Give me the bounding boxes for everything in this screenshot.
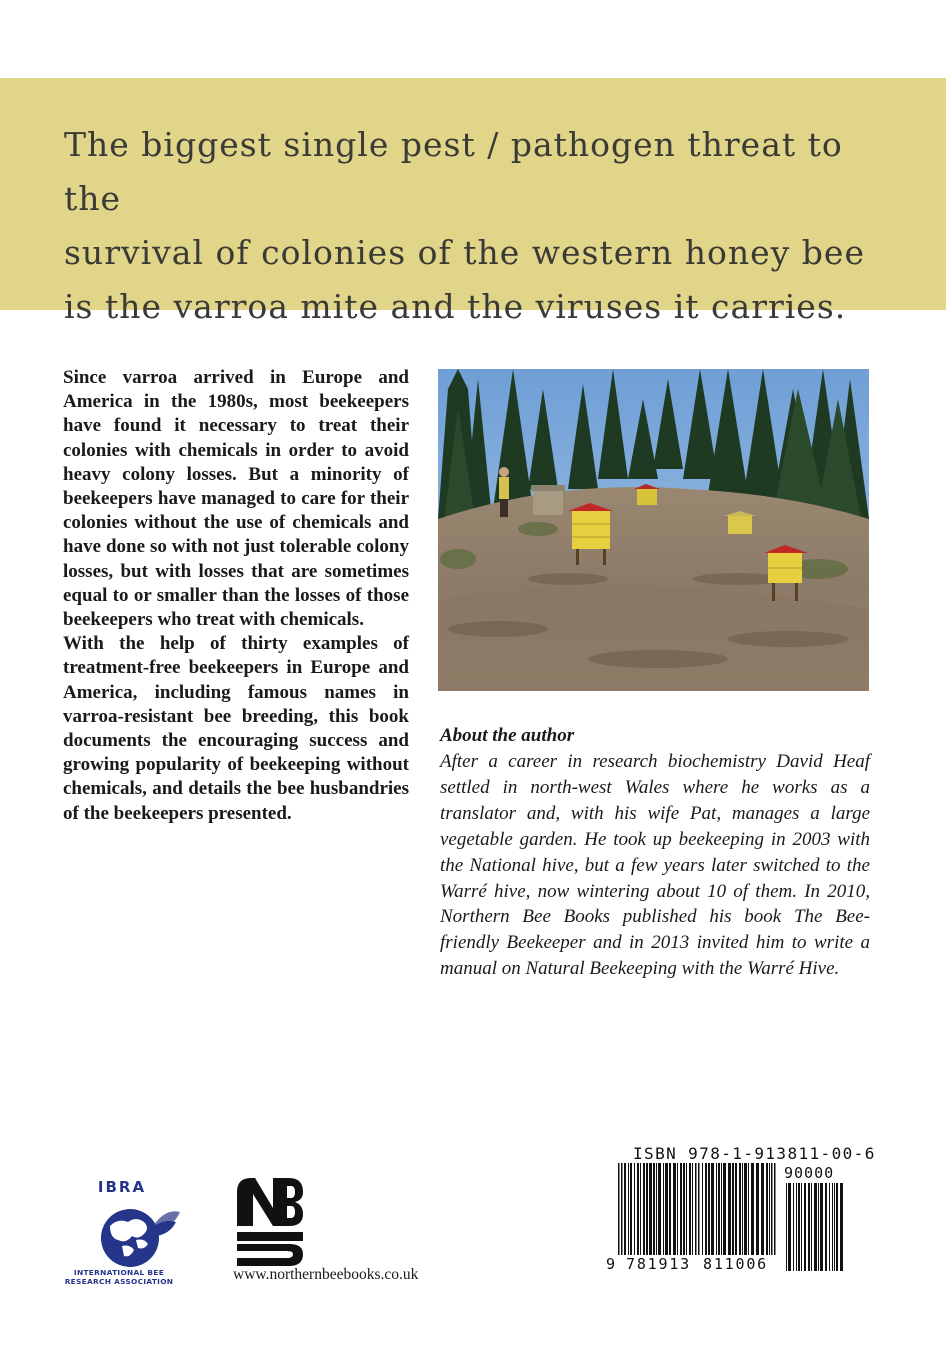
barcode-bar bbox=[640, 1163, 641, 1255]
barcode-bar bbox=[798, 1183, 800, 1271]
barcode-first-digit: 9 bbox=[606, 1255, 616, 1271]
barcode-bar bbox=[721, 1163, 722, 1255]
barcode-bar bbox=[705, 1163, 707, 1255]
barcode-bar bbox=[665, 1163, 668, 1255]
barcode-bar bbox=[748, 1163, 749, 1255]
barcode-bar bbox=[751, 1163, 754, 1255]
barcode-bar bbox=[628, 1163, 629, 1255]
barcode-bar bbox=[829, 1183, 830, 1271]
description-paragraph-1: Since varroa arrived in Europe and America in the 1980s, most beekeepers have found it necessary to treat their colonies with chemicals in order to avoid heavy colony losses. But a minority of beekeepers have managed to care for their colonies without the use of chemicals and have done so with not just tolerable colony losses, but with losses that are sometimes equal to or smaller than the losses of those beekeepers who treat with chemicals. bbox=[63, 367, 409, 631]
isbn-number: ISBN 978-1-913811-00-6 bbox=[633, 1144, 876, 1163]
northern-bee-books-logo-icon bbox=[233, 1174, 305, 1268]
barcode-bar bbox=[669, 1163, 671, 1255]
barcode-bar bbox=[786, 1183, 787, 1271]
barcode-bar bbox=[630, 1163, 632, 1255]
barcode-bar bbox=[739, 1163, 741, 1255]
barcode-bar bbox=[836, 1183, 838, 1271]
barcode-bar bbox=[834, 1183, 835, 1271]
barcode-bar bbox=[801, 1183, 802, 1271]
barcode-bar bbox=[742, 1163, 743, 1255]
barcode-bar bbox=[689, 1163, 691, 1255]
barcode-price-code: 90000 bbox=[784, 1164, 835, 1182]
barcode-bar bbox=[761, 1163, 764, 1255]
barcode-bar bbox=[656, 1163, 657, 1255]
barcode-bar bbox=[735, 1163, 737, 1255]
barcode-bar bbox=[728, 1163, 731, 1255]
barcode-bar bbox=[708, 1163, 710, 1255]
barcode-bar bbox=[683, 1163, 685, 1255]
banner-line-3: is the varroa mite and the viruses it carries. bbox=[64, 287, 847, 326]
description-paragraph-2: With the help of thirty examples of treatment-free beekeepers in Europe and America, including famous names in varroa-resistant bee breeding, this book documents the encouraging success and growing popularity of beekeeping without chemicals, and details the bee husbandries of the beekeepers presented. bbox=[63, 633, 409, 824]
barcode-bar bbox=[618, 1163, 620, 1269]
barcode-bar bbox=[744, 1163, 747, 1255]
barcode-bar bbox=[814, 1183, 817, 1271]
ibra-name-line-2: RESEARCH ASSOCIATION bbox=[64, 1277, 174, 1286]
book-description bbox=[63, 366, 409, 826]
barcode-bar bbox=[793, 1183, 794, 1271]
barcode-bar bbox=[702, 1163, 703, 1255]
barcode-bar bbox=[637, 1163, 639, 1255]
barcode-bar bbox=[769, 1163, 770, 1255]
barcode-bar bbox=[820, 1183, 823, 1271]
barcode-bar bbox=[804, 1183, 806, 1271]
barcode-bar bbox=[716, 1163, 717, 1255]
barcode-bar bbox=[686, 1163, 687, 1255]
beehives-photo bbox=[438, 369, 869, 691]
barcode-graphic bbox=[606, 1163, 846, 1271]
about-author-heading: About the author bbox=[440, 725, 575, 746]
barcode-bar bbox=[677, 1163, 678, 1255]
barcode-bar bbox=[621, 1163, 623, 1269]
ibra-acronym: IBRA bbox=[97, 1178, 147, 1196]
isbn-barcode bbox=[606, 1163, 846, 1271]
barcode-bar bbox=[808, 1183, 810, 1271]
barcode-bar bbox=[732, 1163, 734, 1255]
barcode-bar bbox=[840, 1183, 843, 1271]
barcode-bar bbox=[723, 1163, 726, 1255]
barcode-digits-left: 781913 bbox=[626, 1255, 691, 1271]
barcode-bar bbox=[653, 1163, 655, 1255]
barcode-bar bbox=[692, 1163, 693, 1255]
barcode-bar bbox=[663, 1163, 664, 1255]
banner-line-2: survival of colonies of the western honey bee bbox=[64, 233, 865, 272]
about-author bbox=[440, 723, 870, 982]
barcode-bar bbox=[649, 1163, 652, 1255]
barcode-bar bbox=[711, 1163, 714, 1255]
barcode-bar bbox=[624, 1163, 626, 1255]
barcode-bar bbox=[771, 1163, 773, 1269]
about-author-text: After a career in research biochemistry David Heaf settled in north-west Wales where he works as a translator and, with his wife Pat, manages a large vegetable garden. He took up beekeeping in 2003 with the National hive, but a few years later switched to the Warré hive, now wintering about 10 of them. In 2010, Northern Bee Books published his book The Bee-friendly Beekeeper and in 2013 invited him to write a manual on Natural Beekeeping with the Warré Hive. bbox=[440, 751, 870, 980]
barcode-bar bbox=[695, 1163, 697, 1269]
barcode-bar bbox=[718, 1163, 720, 1255]
banner-quote bbox=[64, 118, 894, 334]
barcode-bar bbox=[832, 1183, 833, 1271]
barcode-bar bbox=[788, 1183, 791, 1271]
barcode-bar bbox=[634, 1163, 635, 1255]
barcode-bar bbox=[811, 1183, 812, 1271]
barcode-bar bbox=[658, 1163, 661, 1255]
barcode-bar bbox=[646, 1163, 648, 1255]
barcode-bar bbox=[756, 1163, 759, 1255]
barcode-bar bbox=[673, 1163, 676, 1255]
beehives-photo-illustration bbox=[438, 369, 869, 691]
barcode-bar bbox=[796, 1183, 797, 1271]
barcode-bar bbox=[643, 1163, 645, 1255]
publisher-website[interactable]: www.northernbeebooks.co.uk bbox=[233, 1266, 419, 1283]
banner-line-1: The biggest single pest / pathogen threat to the bbox=[64, 125, 843, 218]
barcode-bar bbox=[766, 1163, 768, 1255]
barcode-bar bbox=[774, 1163, 776, 1269]
barcode-bar bbox=[680, 1163, 682, 1255]
barcode-digits-right: 811006 bbox=[703, 1255, 768, 1271]
barcode-bar bbox=[698, 1163, 700, 1269]
barcode-bar bbox=[818, 1183, 819, 1271]
nbb-logo-mark bbox=[233, 1174, 305, 1268]
barcode-bar bbox=[825, 1183, 827, 1271]
ibra-name-line-1: INTERNATIONAL BEE bbox=[73, 1268, 165, 1277]
